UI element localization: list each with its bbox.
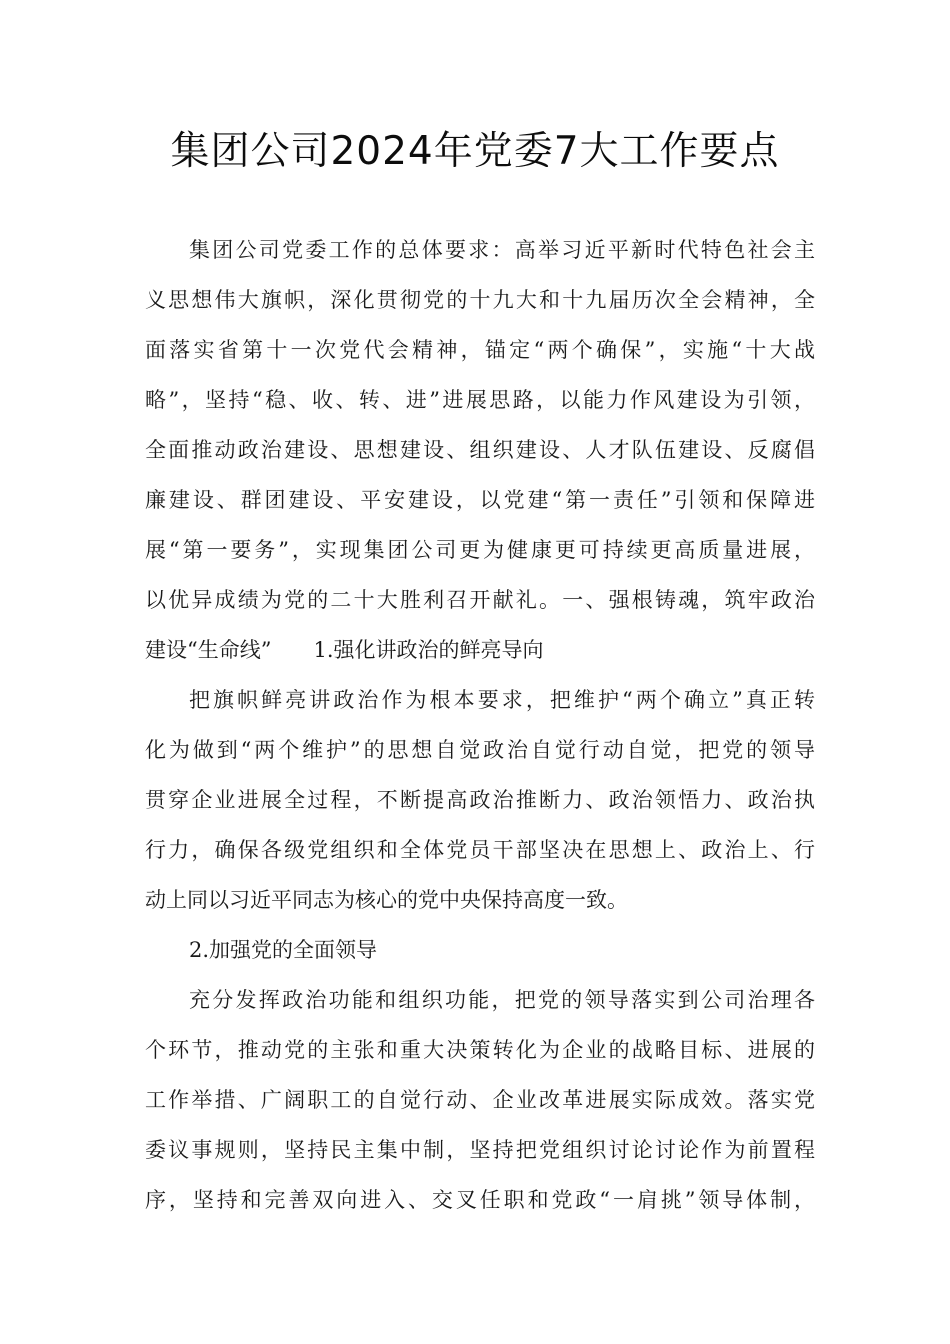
paragraph-line: 全面推动政治建设、思想建设、组织建设、人才队伍建设、反腐倡 [145,438,815,462]
section-heading-line: 建设“生命线” 1.强化讲政治的鲜亮导向 [145,638,544,662]
paragraph-line: 集团公司党委工作的总体要求：高举习近平新时代特色社会主 [189,238,815,262]
paragraph-line: 面落实省第十一次党代会精神，锚定“两个确保”，实施“十大战 [145,338,815,362]
paragraph-line: 把旗帜鲜亮讲政治作为根本要求，把维护“两个确立”真正转 [189,688,815,712]
paragraph-line: 展“第一要务”，实现集团公司更为健康更可持续更高质量进展， [145,538,815,562]
paragraph-line: 行力，确保各级党组织和全体党员干部坚决在思想上、政治上、行 [145,838,815,862]
paragraph-line: 义思想伟大旗帜，深化贯彻党的十九大和十九届历次全会精神，全 [145,288,815,312]
paragraph-line: 化为做到“两个维护”的思想自觉政治自觉行动自觉，把党的领导 [145,738,815,762]
paragraph-line: 充分发挥政治功能和组织功能，把党的领导落实到公司治理各 [189,988,815,1012]
paragraph-line: 序，坚持和完善双向进入、交叉任职和党政“一肩挑”领导体制， [145,1188,815,1212]
paragraph-line: 贯穿企业进展全过程，不断提高政治推断力、政治领悟力、政治执 [145,788,815,812]
paragraph-line: 略”，坚持“稳、收、转、进”进展思路，以能力作风建设为引领， [145,388,815,412]
paragraph-line: 个环节，推动党的主张和重大决策转化为企业的战略目标、进展的 [145,1038,815,1062]
document-title: 集团公司2024年党委7大工作要点 [170,129,780,174]
paragraph-line: 工作举措、广阔职工的自觉行动、企业改革进展实际成效。落实党 [145,1088,815,1112]
paragraph-line: 廉建设、群团建设、平安建设，以党建“第一责任”引领和保障进 [145,488,815,512]
paragraph-line: 动上同以习近平同志为核心的党中央保持高度一致。 [145,888,628,912]
paragraph-line: 委议事规则，坚持民主集中制，坚持把党组织讨论讨论作为前置程 [145,1138,815,1162]
subheading-line: 2.加强党的全面领导 [189,938,378,962]
paragraph-line: 以优异成绩为党的二十大胜利召开献礼。一、强根铸魂，筑牢政治 [145,588,815,612]
